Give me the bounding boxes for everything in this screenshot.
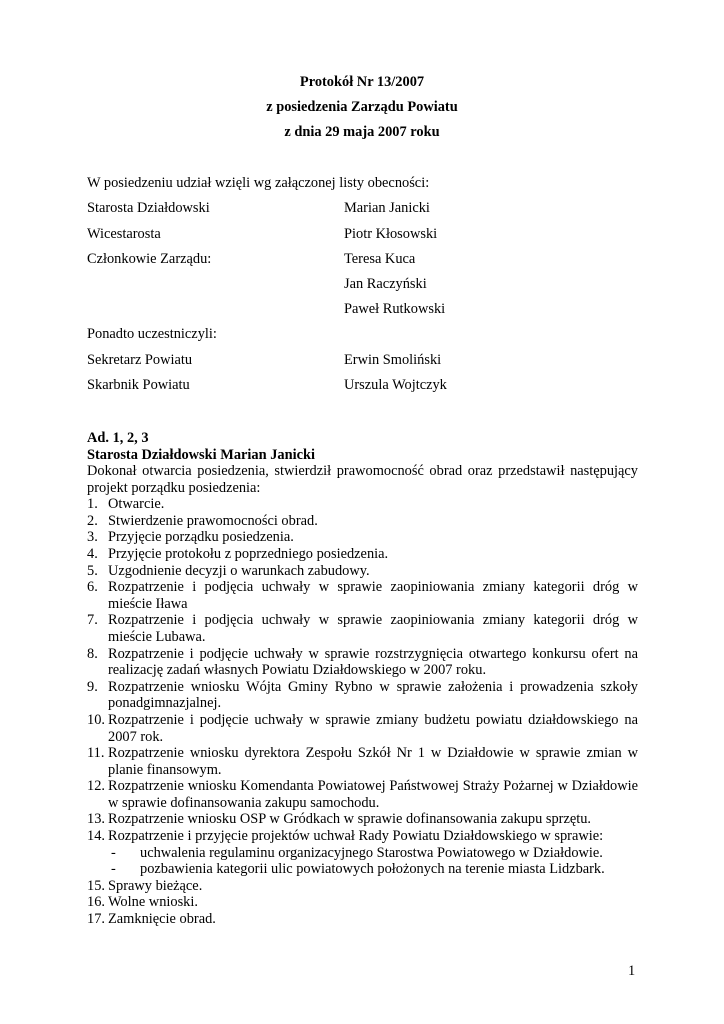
attendance-row: [87, 301, 647, 321]
attendance-intro: W posiedzeniu udział wzięli wg załączonej listy obecności:: [87, 175, 430, 191]
agenda-text: Sprawy bieżące.: [108, 877, 203, 894]
agenda-text: Rozpatrzenie i przyjęcie projektów uchwał Rady Powiatu Działdowskiego w sprawie:: [108, 828, 604, 845]
attendance-role: Wicestarosta: [87, 226, 161, 242]
document-subtitle: z posiedzenia Zarządu Powiatu: [266, 99, 458, 115]
document-title: Protokół Nr 13/2007: [299, 74, 425, 90]
agenda-item: [87, 878, 638, 895]
agenda-text: Rozpatrzenie i podjęcia uchwały w sprawie zaopiniowania zmiany kategorii dróg w mieście Iława: [108, 579, 638, 612]
agenda-item: [87, 778, 638, 811]
agenda-number: 12.: [87, 778, 105, 795]
agenda-text: Przyjęcie protokołu z poprzedniego posiedzenia.: [108, 545, 389, 562]
attendance-name: Urszula Wojtczyk: [344, 377, 447, 393]
attendance-role: Członkowie Zarządu:: [87, 251, 212, 267]
others-label-row: [87, 326, 647, 346]
agenda-item: [87, 712, 638, 745]
subitem-dash: -: [111, 861, 116, 878]
attendance-row: [87, 251, 647, 271]
agenda-number: 4.: [87, 545, 98, 562]
section-speaker: Starosta Działdowski Marian Janicki: [87, 447, 316, 463]
agenda-number: 11.: [87, 745, 105, 762]
subitem-text: uchwalenia regulaminu organizacyjnego Starostwa Powiatowego w Działdowie.: [140, 844, 603, 861]
attendance-role: Starosta Działdowski: [87, 200, 210, 216]
subitem-text: pozbawienia kategorii ulic powiatowych położonych na terenie miasta Lidzbark.: [140, 861, 605, 878]
attendance-row: [87, 200, 647, 220]
agenda-number: 9.: [87, 678, 98, 695]
attendance-row: [87, 276, 647, 296]
agenda-number: 10.: [87, 711, 105, 728]
attendance-name: Piotr Kłosowski: [344, 226, 438, 242]
agenda-item: [87, 811, 638, 828]
agenda-number: 3.: [87, 529, 98, 546]
agenda-item: [87, 679, 638, 712]
agenda-text: Rozpatrzenie wniosku OSP w Gródkach w sprawie dofinansowania zakupu sprzętu.: [108, 811, 592, 828]
agenda-number: 8.: [87, 645, 98, 662]
agenda-item: [87, 612, 638, 645]
agenda-item: [87, 646, 638, 679]
agenda-item: [87, 745, 638, 778]
agenda-number: 2.: [87, 512, 98, 529]
agenda-list: [87, 496, 638, 927]
agenda-number: 7.: [87, 612, 98, 629]
agenda-number: 5.: [87, 562, 98, 579]
agenda-text: Zamknięcie obrad.: [108, 911, 216, 928]
agenda-text: Przyjęcie porządku posiedzenia.: [108, 529, 294, 546]
agenda-text: Rozpatrzenie i podjęcie uchwały w sprawie zmiany budżetu powiatu działdowskiego na 2007 rok.: [108, 711, 638, 745]
agenda-text: Uzgodnienie decyzji o warunkach zabudowy.: [108, 562, 370, 579]
others-label: Ponadto uczestniczyli:: [87, 326, 217, 342]
section-header: [87, 430, 315, 464]
attendance-role: Sekretarz Powiatu: [87, 352, 193, 368]
agenda-item: [87, 828, 638, 878]
agenda-item: [87, 546, 638, 563]
attendance-row: [87, 226, 647, 246]
agenda-item: [87, 579, 638, 612]
agenda-text: Rozpatrzenie wniosku dyrektora Zespołu Szkół Nr 1 w Działdowie w sprawie zmian w planie finansowym.: [108, 745, 638, 778]
agenda-text: Otwarcie.: [108, 496, 165, 513]
attendance-name: Teresa Kuca: [344, 251, 416, 267]
agenda-subitem: [108, 861, 638, 878]
agenda-number: 1.: [87, 496, 98, 513]
section-paragraph: Dokonał otwarcia posiedzenia, stwierdził prawomocność obrad oraz przedstawił następujący projekt porządku posiedzenia:: [87, 463, 638, 496]
agenda-text: Stwierdzenie prawomocności obrad.: [108, 512, 318, 529]
agenda-text: Rozpatrzenie i podjęcie uchwały w sprawie rozstrzygnięcia otwartego konkursu ofert na realizację zadań własnych Powiatu Działdowskiego w 2007 roku.: [108, 645, 638, 679]
agenda-item: [87, 911, 638, 928]
attendance-name: Paweł Rutkowski: [344, 301, 446, 317]
agenda-item: [87, 513, 638, 530]
agenda-sublist: [108, 845, 638, 878]
agenda-text: Rozpatrzenie i podjęcia uchwały w sprawie zaopiniowania zmiany kategorii dróg w mieście Lubawa.: [108, 612, 638, 645]
agenda-number: 15.: [87, 877, 105, 894]
agenda-number: 13.: [87, 811, 105, 828]
agenda-number: 14.: [87, 828, 105, 845]
agenda-item: [87, 496, 638, 513]
section-heading: Ad. 1, 2, 3: [87, 430, 149, 446]
attendance-name: Erwin Smoliński: [344, 352, 442, 368]
attendance-role: Skarbnik Powiatu: [87, 377, 190, 393]
agenda-subitem: [108, 845, 638, 862]
attendance-name: Jan Raczyński: [344, 276, 427, 292]
page-number: 1: [628, 963, 636, 979]
document-date: z dnia 29 maja 2007 roku: [284, 124, 440, 140]
attendance-name: Marian Janicki: [344, 200, 430, 216]
agenda-number: 6.: [87, 579, 98, 596]
agenda-number: 16.: [87, 894, 105, 911]
agenda-item: [87, 894, 638, 911]
section-body: [87, 463, 638, 928]
attendance-row: [87, 377, 647, 397]
agenda-text: Rozpatrzenie wniosku Wójta Gminy Rybno w sprawie założenia i prowadzenia szkoły ponadgimnazjalnej.: [108, 678, 638, 712]
subitem-dash: -: [111, 844, 116, 861]
agenda-item: [87, 563, 638, 580]
agenda-item: [87, 529, 638, 546]
agenda-number: 17.: [87, 911, 105, 928]
attendance-row: [87, 352, 647, 372]
agenda-text: Rozpatrzenie wniosku Komendanta Powiatowej Państwowej Straży Pożarnej w Działdowie w sprawie dofinansowania zakupu samochodu.: [108, 778, 638, 811]
agenda-text: Wolne wnioski.: [108, 894, 198, 911]
